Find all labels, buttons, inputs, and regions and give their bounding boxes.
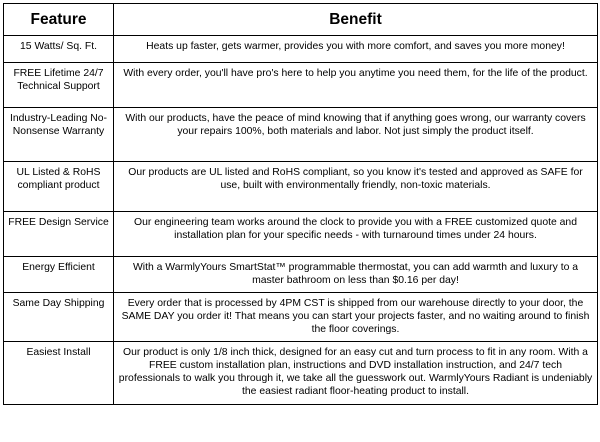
benefit-column-header: Benefit: [114, 4, 598, 36]
feature-cell: Same Day Shipping: [4, 293, 114, 342]
benefit-cell: With a WarmlyYours SmartStat™ programmable thermostat, you can add warmth and luxury to a master bathroom on less than $0.16 per day!: [114, 257, 598, 293]
benefit-cell: Our engineering team works around the clock to provide you with a FREE customized quote and installation plan for your specific needs - with turnaround times under 24 hours.: [114, 212, 598, 257]
table-row-easiest-install: [4, 342, 598, 405]
benefit-cell: With our products, have the peace of mind knowing that if anything goes wrong, our warranty covers your repairs 100%, both materials and labor. Not just simply the product itself.: [114, 108, 598, 162]
table-row-design-service: [4, 212, 598, 257]
table-row-ul-listed: [4, 162, 598, 212]
feature-column-header: Feature: [4, 4, 114, 36]
feature-benefit-table-wrapper: [3, 3, 598, 405]
feature-cell: UL Listed & RoHS compliant product: [4, 162, 114, 212]
table-row-energy-efficient: [4, 257, 598, 293]
feature-cell: 15 Watts/ Sq. Ft.: [4, 36, 114, 63]
feature-cell: FREE Design Service: [4, 212, 114, 257]
benefit-cell: With every order, you'll have pro's here to help you anytime you need them, for the life of the product.: [114, 63, 598, 108]
feature-cell: FREE Lifetime 24/7 Technical Support: [4, 63, 114, 108]
benefit-cell: Heats up faster, gets warmer, provides you with more comfort, and saves you more money!: [114, 36, 598, 63]
benefit-cell: Every order that is processed by 4PM CST is shipped from our warehouse directly to your door, the SAME DAY you order it! That means you can start your projects faster, and no waiting around to finish the floor coverings.: [114, 293, 598, 342]
benefit-cell: Our products are UL listed and RoHS compliant, so you know it's tested and approved as SAFE for use, built with environmentally friendly, non-toxic materials.: [114, 162, 598, 212]
table-header-row: [4, 4, 598, 36]
table-row-warranty: [4, 108, 598, 162]
feature-benefit-table: [3, 3, 598, 405]
table-row-watts: [4, 36, 598, 63]
benefit-cell: Our product is only 1/8 inch thick, designed for an easy cut and turn process to fit in any room. With a FREE custom installation plan, instructions and DVD installation instruction, and 24/7 tech professionals to walk you through it, we take all the guesswork out. WarmlyYours Radiant is undeniably the easiest radiant floor-heating product to install.: [114, 342, 598, 405]
table-row-same-day-shipping: [4, 293, 598, 342]
feature-cell: Energy Efficient: [4, 257, 114, 293]
table-row-tech-support: [4, 63, 598, 108]
feature-cell: Easiest Install: [4, 342, 114, 405]
feature-cell: Industry-Leading No-Nonsense Warranty: [4, 108, 114, 162]
